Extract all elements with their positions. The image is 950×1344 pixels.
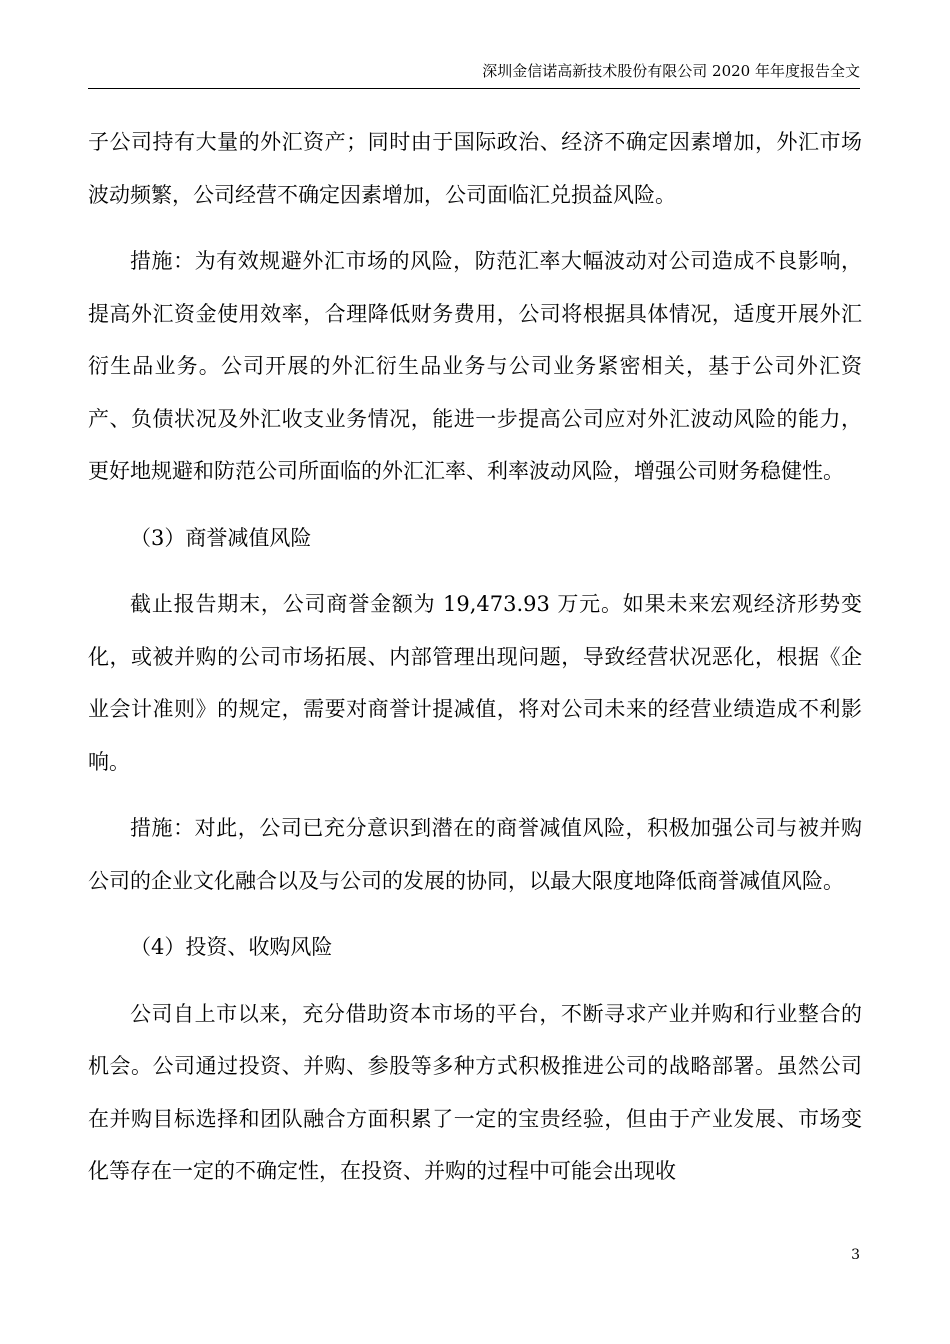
section-heading-goodwill: （3）商誉减值风险 [130, 525, 312, 550]
paragraph-goodwill-risk: 截止报告期末，公司商誉金额为 19,473.93 万元。如果未来宏观经济形势变化，或被并购的公司市场拓展、内部管理出现问题，导致经营状况恶化，根据《企业会计准则》的规定，需要对商誉计提减值，将对公司未来的经营业绩造成不利影响。 [88, 592, 862, 774]
paragraph-fx-risk-continued: 子公司持有大量的外汇资产；同时由于国际政治、经济不确定因素增加，外汇市场波动频繁，公司经营不确定因素增加，公司面临汇兑损益风险。 [88, 130, 862, 207]
paragraph-investment-risk: 公司自上市以来，充分借助资本市场的平台，不断寻求产业并购和行业整合的机会。公司通过投资、并购、参股等多种方式积极推进公司的战略部署。虽然公司在并购目标选择和团队融合方面积累了一定的宝贵经验，但由于产业发展、市场变化等存在一定的不确定性，在投资、并购的过程中可能会出现收 [88, 1001, 862, 1183]
page-number: 3 [851, 1247, 860, 1263]
page-header: 深圳金信诺高新技术股份有限公司 2020 年年度报告全文 [88, 62, 860, 89]
section-heading-investment: （4）投资、收购风险 [130, 935, 333, 959]
document-body [88, 116, 862, 1198]
paragraph-goodwill-measures: 措施：对此，公司已充分意识到潜在的商誉减值风险，积极加强公司与被并购公司的企业文化融合以及与公司的发展的协同，以最大限度地降低商誉减值风险。 [88, 816, 862, 893]
paragraph-fx-measures: 措施：为有效规避外汇市场的风险，防范汇率大幅波动对公司造成不良影响，提高外汇资金使用效率，合理降低财务费用，公司将根据具体情况，适度开展外汇衍生品业务。公司开展的外汇衍生品业务与公司业务紧密相关，基于公司外汇资产、负债状况及外汇收支业务情况，能进一步提高公司应对外汇波动风险的能力，更好地规避和防范公司所面临的外汇汇率、利率波动风险，增强公司财务稳健性。 [88, 249, 862, 483]
